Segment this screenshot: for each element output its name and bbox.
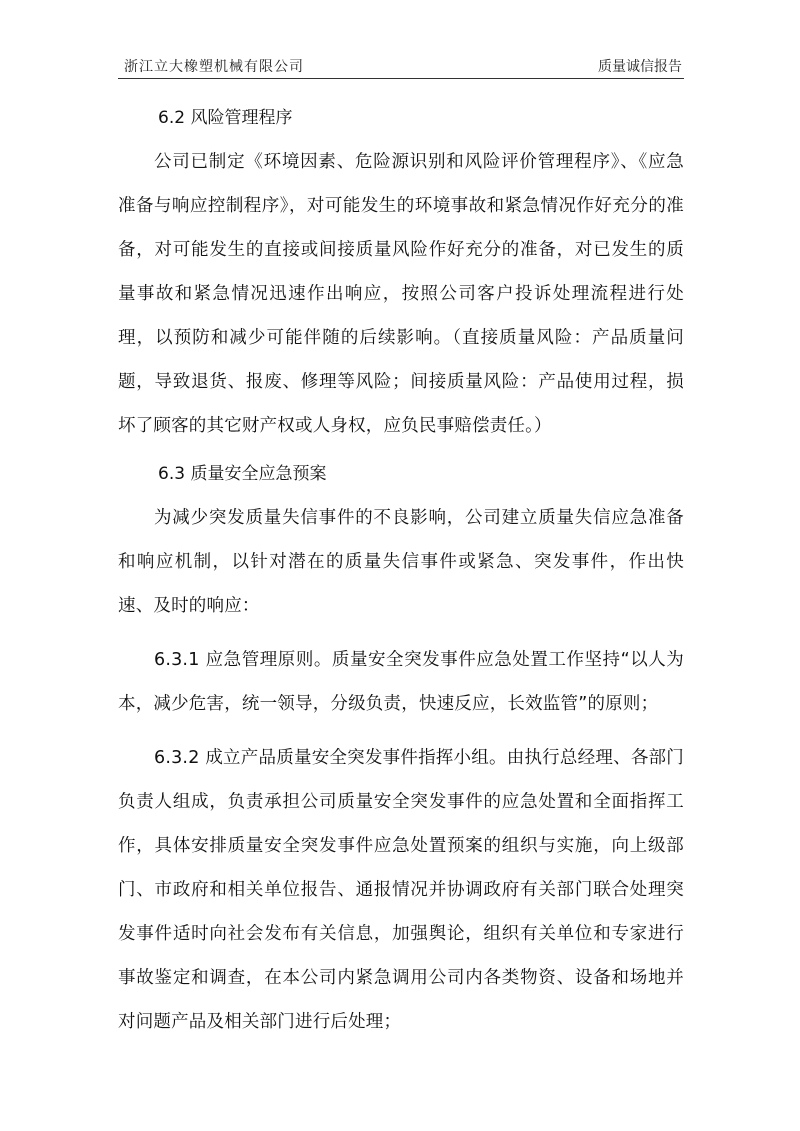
- section-6-3-2-paragraph: 6.3.2 成立产品质量安全突发事件指挥小组。由执行总经理、各部门负责人组成，负责承担公司质量安全突发事件的应急处置和全面指挥工作，具体安排质量安全突发事件应急处置预案的组织与实施，向上级部门、市政府和相关单位报告、通报情况并协调政府有关部门联合处理突发事件适时向社会发布有关信息，加强舆论，组织有关单位和专家进行事故鉴定和调查，在本公司内紧急调用公司内各类物资、设备和场地并对问题产品及相关部门进行后处理；: [118, 748, 684, 1032]
- page-header: [118, 56, 684, 80]
- section-6-3-paragraph: 为减少突发质量失信事件的不良影响，公司建立质量失信应急准备和响应机制，以针对潜在的质量失信事件或紧急、突发事件，作出快速、及时的响应：: [118, 508, 684, 616]
- section-6-3-1-paragraph: 6.3.1 应急管理原则。质量安全突发事件应急处置工作坚持“以人为本，减少危害，统一领导，分级负责，快速反应，长效监管”的原则；: [118, 650, 684, 714]
- spacer: [118, 628, 684, 638]
- header-divider: [118, 78, 684, 79]
- document-body: [118, 96, 684, 1044]
- header-report-title: 质量诚信报告: [598, 59, 682, 75]
- section-6-2-heading: 6.2 风险管理程序: [158, 108, 293, 128]
- spacer: [118, 726, 684, 736]
- header-company-name: 浙江立大橡塑机械有限公司: [124, 59, 304, 75]
- section-6-2-paragraph: 公司已制定《环境因素、危险源识别和风险评价管理程序》、《应急准备与响应控制程序》，对可能发生的环境事故和紧急情况作好充分的准备，对可能发生的直接或间接质量风险作好充分的准备，对已发生的质量事故和紧急情况迅速作出响应，按照公司客户投诉处理流程进行处理，以预防和减少可能伴随的后续影响。（直接质量风险：产品质量问题，导致退货、报废、修理等风险；间接质量风险：产品使用过程，损坏了顾客的其它财产权或人身权，应负民事赔偿责任。）: [118, 152, 684, 436]
- section-6-3-heading: 6.3 质量安全应急预案: [158, 464, 327, 484]
